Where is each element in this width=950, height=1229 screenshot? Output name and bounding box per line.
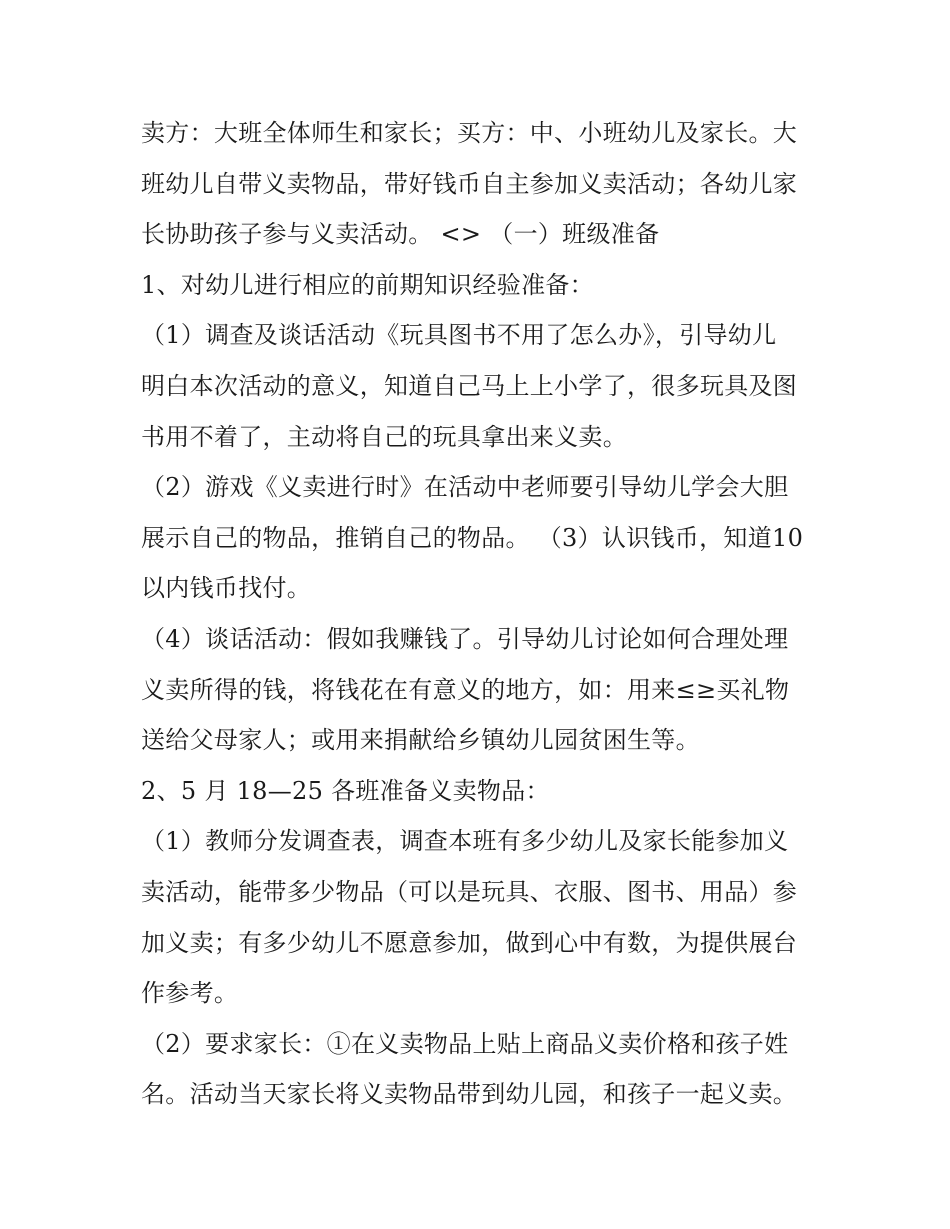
text-line: 以内钱币找付。 bbox=[141, 574, 312, 603]
text-line: 作参考。 bbox=[141, 979, 239, 1008]
text-line: （1）调查及谈话活动《玩具图书不用了怎么办》，引导幼儿 bbox=[141, 321, 777, 350]
document-body bbox=[141, 108, 813, 1120]
text-line: （4）谈话活动：假如我赚钱了。引导幼儿讨论如何合理处理 bbox=[141, 624, 789, 653]
text-line: 明白本次活动的意义，知道自己马上上小学了，很多玩具及图 bbox=[141, 371, 798, 400]
text-line: 送给父母家人；或用来捐献给乡镇幼儿园贫困生等。 bbox=[141, 726, 700, 755]
text-line: 名。活动当天家长将义卖物品带到幼儿园，和孩子一起义卖。 bbox=[141, 1080, 798, 1109]
text-line: 卖活动，能带多少物品（可以是玩具、衣服、图书、用品）参 bbox=[141, 877, 798, 906]
text-line: 卖方：大班全体师生和家长；买方：中、小班幼儿及家长。大 bbox=[141, 119, 798, 147]
text-line: 班幼儿自带义卖物品，带好钱币自主参加义卖活动；各幼儿家 bbox=[141, 169, 798, 198]
text-line: 加义卖；有多少幼儿不愿意参加，做到心中有数，为提供展台 bbox=[141, 928, 798, 957]
text-line: （2）要求家长：①在义卖物品上贴上商品义卖价格和孩子姓 bbox=[141, 1029, 789, 1058]
text-line: 书用不着了，主动将自己的玩具拿出来义卖。 bbox=[141, 422, 627, 451]
text-line: 长协助孩子参与义卖活动。 <> （一）班级准备 bbox=[141, 220, 660, 249]
text-line: （2）游戏《义卖进行时》在活动中老师要引导幼儿学会大胆 bbox=[141, 473, 789, 502]
text-line: 义卖所得的钱，将钱花在有意义的地方，如：用来≤≥买礼物 bbox=[141, 675, 790, 704]
text-line: 2、5 月 18—25 各班准备义卖物品： bbox=[141, 776, 550, 805]
text-line: （1）教师分发调查表，调查本班有多少幼儿及家长能参加义 bbox=[141, 827, 789, 856]
text-line: 展示自己的物品，推销自己的物品。 （3）认识钱币，知道10 bbox=[141, 523, 804, 552]
text-line: 1、对幼儿进行相应的前期知识经验准备： bbox=[141, 270, 594, 299]
